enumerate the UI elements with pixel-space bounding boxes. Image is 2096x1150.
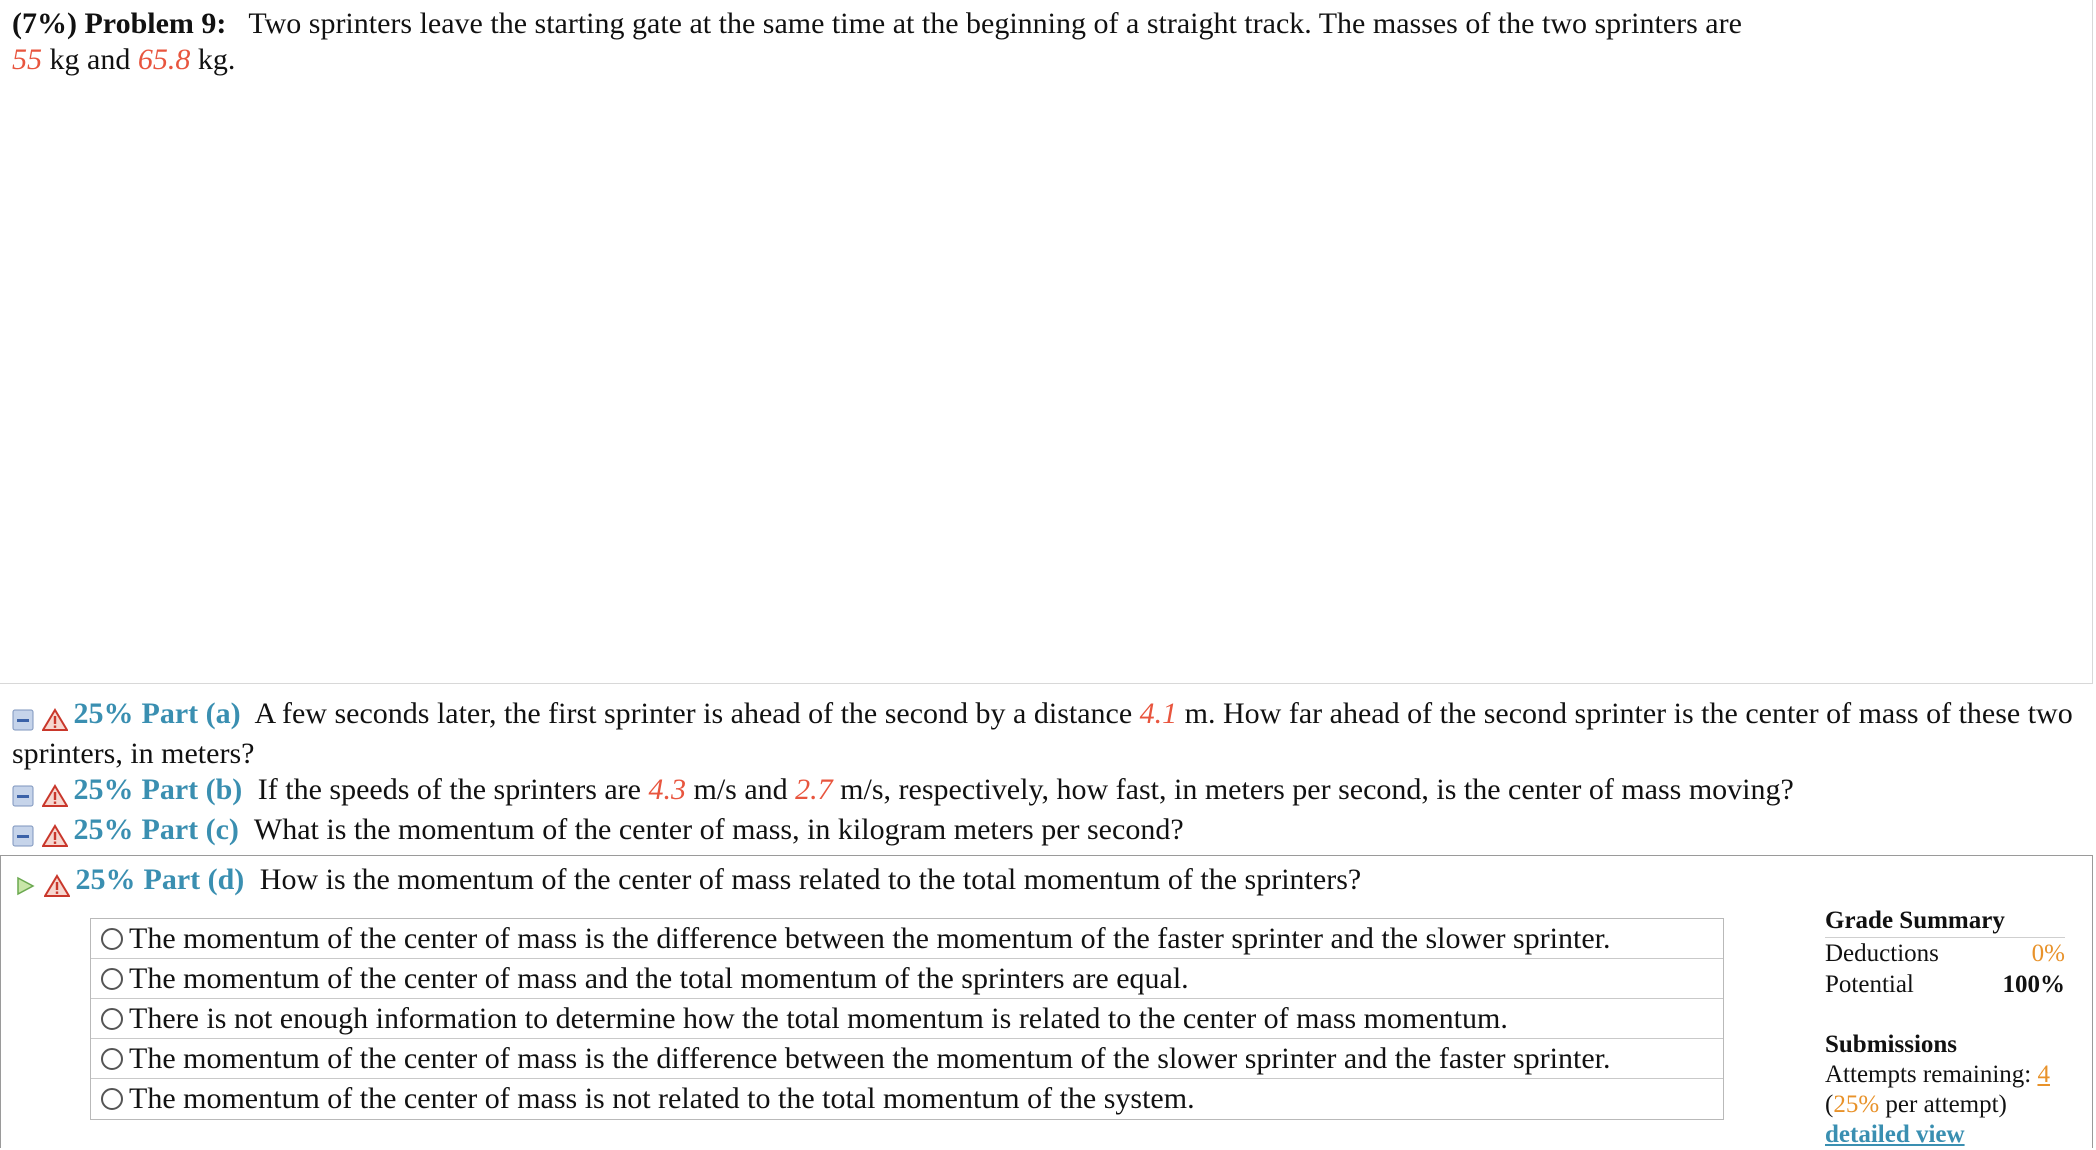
problem-title: Problem 9: [84, 7, 227, 40]
warning-icon [42, 824, 68, 848]
part-b-percent: 25% [73, 773, 134, 806]
option-label: The momentum of the center of mass and the total momentum of the sprinters are equal. [129, 961, 1189, 995]
part-d-label: Part (d) [143, 863, 245, 896]
part-c-text: What is the momentum of the center of mass, in kilogram meters per second? [253, 813, 1184, 846]
expand-toggle-icon[interactable] [12, 825, 34, 847]
warning-icon [42, 708, 68, 732]
option-row[interactable] [91, 1079, 1723, 1119]
part-b-label: Part (b) [141, 773, 243, 806]
problem-text-1: Two sprinters leave the starting gate at the same time at the beginning of a straight track. The masses of the two sprinters are [248, 7, 1742, 40]
radio-button[interactable] [101, 1088, 123, 1110]
radio-button[interactable] [101, 928, 123, 950]
part-b-text-3: m/s, respectively, how fast, in meters per second, is the center of mass moving? [840, 773, 1794, 806]
part-b-row[interactable] [12, 772, 2082, 812]
attempts-label: Attempts remaining: [1825, 1061, 2032, 1088]
problem-statement [12, 6, 1992, 78]
part-c-percent: 25% [73, 813, 134, 846]
detailed-view-link[interactable]: detailed view [1825, 1121, 1965, 1148]
grade-summary-title: Grade Summary [1825, 905, 2065, 938]
option-row[interactable] [91, 1039, 1723, 1079]
per-attempt-row [1825, 1090, 2085, 1120]
part-a-icons [12, 700, 68, 736]
part-d-percent: 25% [75, 863, 136, 896]
option-row[interactable] [91, 919, 1723, 959]
problem-weight: (7%) [12, 7, 77, 40]
radio-button[interactable] [101, 968, 123, 990]
answer-options [90, 918, 1724, 1120]
play-arrow-icon [14, 875, 36, 897]
per-attempt-open: ( [1825, 1091, 1834, 1118]
option-label: The momentum of the center of mass is the difference between the momentum of the slower sprinter and the faster sprinter. [129, 1041, 1611, 1075]
part-c-row[interactable] [12, 812, 2082, 852]
part-a-label: Part (a) [141, 697, 241, 730]
warning-icon [44, 874, 70, 898]
radio-button[interactable] [101, 1008, 123, 1030]
option-label: The momentum of the center of mass is not related to the total momentum of the system. [129, 1082, 1195, 1115]
part-c-icons [12, 816, 68, 852]
expand-toggle-icon[interactable] [12, 785, 34, 807]
part-a-text-2: m. How far ahead of the second sprinter is the center of mass of these two sprinters, in meters? [12, 697, 2073, 770]
warning-icon [42, 784, 68, 808]
deductions-label: Deductions [1825, 940, 1939, 967]
part-b-icons [12, 776, 68, 812]
deductions-value: 0% [2031, 940, 2065, 967]
submissions-title: Submissions [1825, 1031, 1958, 1058]
part-d-row [14, 862, 2084, 902]
radio-button[interactable] [101, 1048, 123, 1070]
potential-label: Potential [1825, 971, 1914, 998]
distance-value: 4.1 [1139, 697, 1178, 730]
mass-1-value: 55 [12, 43, 42, 76]
option-label: The momentum of the center of mass is the difference between the momentum of the faster sprinter and the slower sprinter. [129, 921, 1611, 955]
speed-2-value: 2.7 [795, 773, 833, 806]
submissions-panel [1825, 1030, 2085, 1150]
attempts-row [1825, 1060, 2085, 1090]
option-row[interactable] [91, 999, 1723, 1039]
part-a-text-1: A few seconds later, the first sprinter is ahead of the second by a distance [254, 697, 1133, 730]
problem-text-2: kg and [49, 43, 131, 76]
problem-text-3: kg. [197, 43, 236, 76]
option-row[interactable] [91, 959, 1723, 999]
part-b-text-2: m/s and [693, 773, 788, 806]
expand-toggle-icon[interactable] [12, 709, 34, 731]
potential-value: 100% [2002, 971, 2065, 998]
part-a-percent: 25% [73, 697, 134, 730]
speed-1-value: 4.3 [648, 773, 686, 806]
per-attempt-close: per attempt) [1885, 1091, 2007, 1118]
part-a-row[interactable] [12, 696, 2082, 772]
deductions-row [1825, 938, 2065, 969]
part-d-text: How is the momentum of the center of mass related to the total momentum of the sprinters? [259, 863, 1362, 896]
part-b-text-1: If the speeds of the sprinters are [257, 773, 641, 806]
part-d-icons [14, 866, 70, 902]
mass-2-value: 65.8 [137, 43, 191, 76]
option-label: There is not enough information to determine how the total momentum is related to the center of mass momentum. [129, 1001, 1508, 1035]
grade-summary [1825, 905, 2065, 1000]
potential-row [1825, 969, 2065, 1000]
part-c-label: Part (c) [141, 813, 239, 846]
per-attempt-percent: 25% [1833, 1091, 1880, 1118]
attempts-value: 4 [2037, 1061, 2050, 1088]
